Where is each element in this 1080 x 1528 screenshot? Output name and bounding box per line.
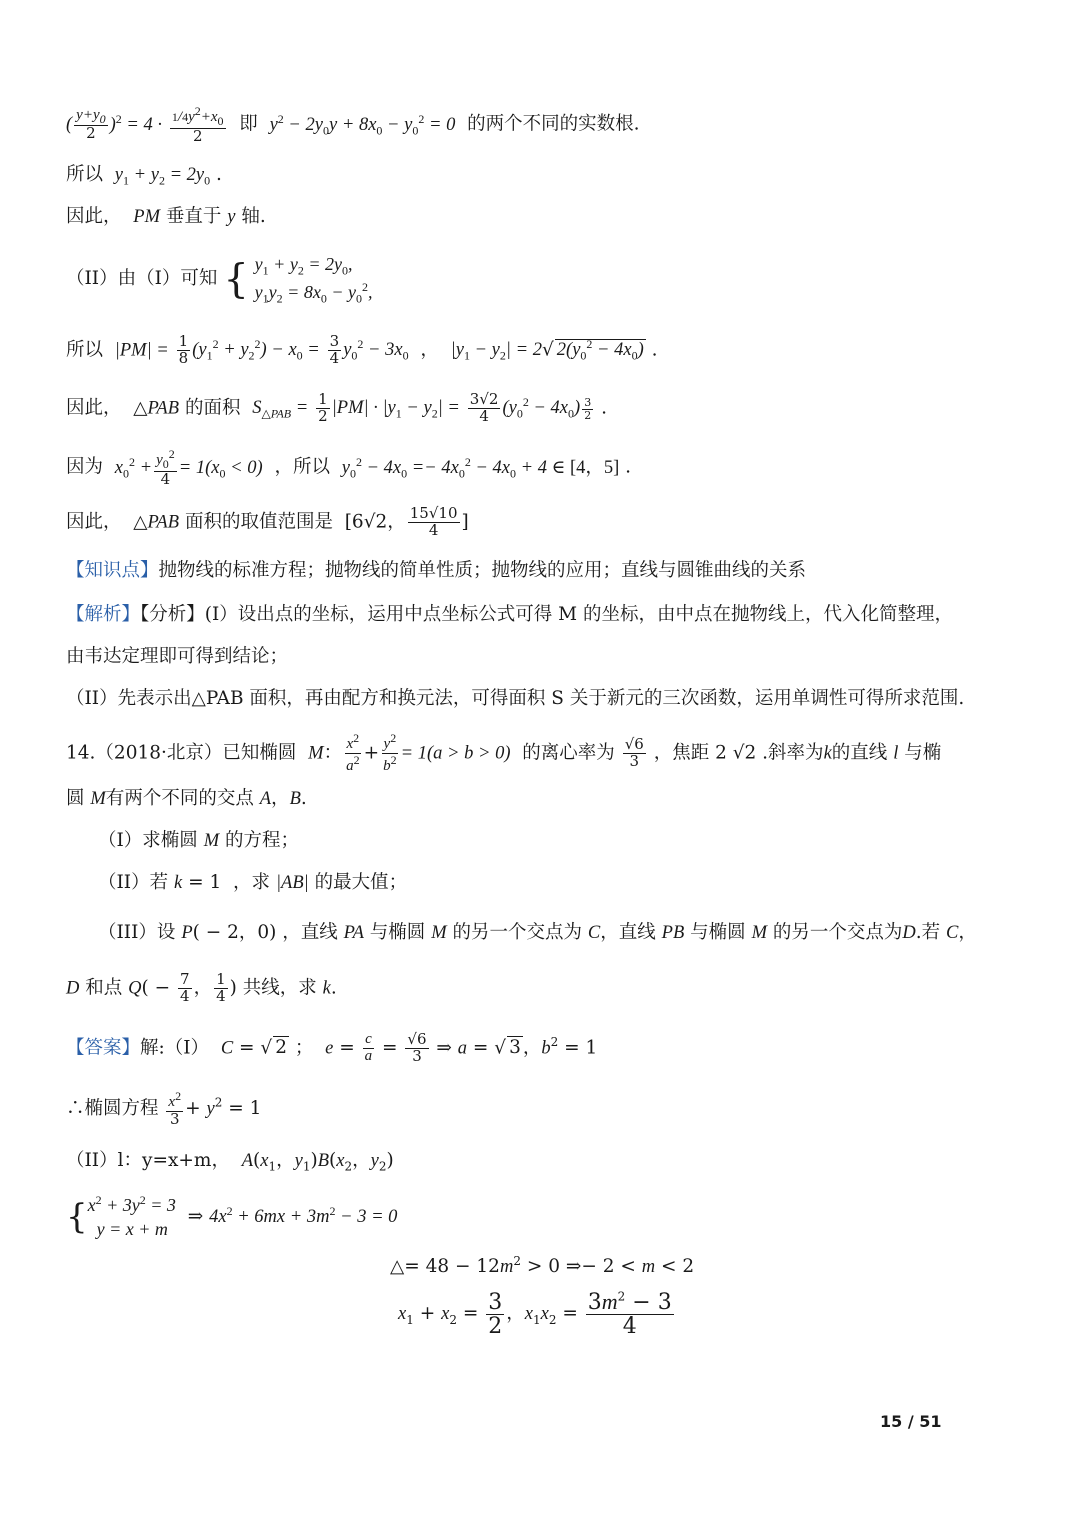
text: 14.（2018·北京）已知椭圆 bbox=[66, 742, 297, 764]
text: （II）先表示出△PAB 面积，再由配方和换元法，可得面积 S 关于新元的三次函数，运用单调性可得所求范围. bbox=[66, 688, 965, 709]
fraction: $\frac{y+y_0}{2}$ bbox=[76, 106, 106, 143]
text-line: 因此， △PAB 面积的取值范围是 [6√2， $\frac{15√10}{4}$ ] bbox=[66, 504, 469, 539]
text: 与椭圆 bbox=[369, 922, 426, 943]
text: 由韦达定理即可得到结论； bbox=[66, 646, 289, 667]
analysis-tag: 【解析】 bbox=[66, 604, 141, 625]
knowledge-point-tag: 【知识点】 bbox=[66, 560, 159, 581]
text: 的最大值； bbox=[314, 872, 408, 893]
text-line: ∴椭圆方程 $\frac{x^2}{3}$ + $y^2 = 1$ bbox=[66, 1089, 262, 1128]
text: .若 bbox=[915, 922, 941, 943]
text: （II）l：y=x+m， bbox=[66, 1150, 230, 1171]
text-line: （III）设 P( − 2，0) ，直线 PA 与椭圆 M 的另一个交点为 C，直线 PB 与椭圆 M 的另一个交点为D.若 C， bbox=[98, 922, 977, 943]
text: 轴. bbox=[241, 206, 266, 227]
text: 的面积 bbox=[184, 397, 241, 419]
text: ，直线 bbox=[282, 922, 338, 943]
question-line: 14.（2018·北京）已知椭圆 M： $\frac{x^2}{a^2}$ + $\frac{y^2}{b^2}$ = 1(a > b > 0) 的离心率为 $\frac{√6}{3}$ ，焦距 2 √2 .斜率为k的直线 l 与椭 bbox=[66, 731, 942, 774]
discriminant-line: △= $48 - 12m^2 > 0$ ⇒− 2 < m < 2 bbox=[390, 1254, 695, 1278]
text-line: 圆 M有两个不同的交点 A，B. bbox=[66, 788, 307, 809]
analysis-line bbox=[66, 604, 953, 626]
text-line: （II）l：y=x+m， $A(x_1$，$y_1)B(x_2$，$y_2$) bbox=[66, 1150, 394, 1174]
text: 与椭 bbox=[904, 742, 942, 764]
text: 解:（I） bbox=[140, 1037, 210, 1059]
text: ∴椭圆方程 bbox=[66, 1097, 159, 1119]
text: （II）若 bbox=[98, 872, 169, 893]
text-line: 因为 $x_0^2$ + $\frac{y_0^2}{4}$ = $1(x_0 < 0)$ ，所以 $y_0^2 - 4x_0 =- 4x_0^2 - 4x_0 + 4$ ∈ [4，5] . bbox=[66, 447, 632, 488]
text-line: ( $\frac{y+y_0}{2}$ )$^2$ = 4 · $\frac{1/4y^2+x_0}{2}$ 即 $y^2 - 2y_0y + 8x_0 - y_0^2 = 0$ 的两个不同的实数根. bbox=[66, 104, 640, 145]
text: ，所以 bbox=[274, 456, 330, 478]
text: ，焦距 2 bbox=[653, 742, 727, 764]
text: 圆 bbox=[66, 788, 85, 809]
text: 因此， bbox=[66, 206, 122, 227]
text: 有两个不同的交点 bbox=[105, 788, 254, 809]
text: 所以 bbox=[66, 164, 104, 185]
text: （I）求椭圆 bbox=[98, 830, 198, 851]
text: 因此， bbox=[66, 511, 122, 533]
text: 和点 bbox=[85, 977, 123, 999]
text: 共线，求 bbox=[242, 977, 317, 999]
text-line bbox=[66, 646, 288, 668]
text: 的方程； bbox=[225, 830, 300, 851]
text-line: 所以 |PM| = $\frac{1}{8}$ $(y_1^2 + y_2^2) - x_0$ = $\frac{3}{4}$ $y_0^2 - 3x_0$ ， $|y_1 - y_2| = 2√$ $2(y_0^2 - 4x_0)$ . bbox=[66, 332, 658, 367]
fraction: $\frac{1/4y^2+x_0}{2}$ bbox=[171, 104, 224, 145]
text: 抛物线的标准方程；抛物线的简单性质；抛物线的应用；直线与圆锥曲线的关系 bbox=[158, 560, 807, 581]
text: 的两个不同的实数根. bbox=[467, 113, 640, 135]
text-line bbox=[66, 688, 964, 710]
text: ，直线 bbox=[600, 922, 656, 943]
text: 垂直于 bbox=[165, 206, 222, 227]
vieta-line: $x_1 + x_2$ = $\frac{3}{2}$ ，$x_1x_2$ = $\frac{3m^2 - 3}{4}$ bbox=[398, 1289, 672, 1340]
text: 的离心率为 bbox=[522, 742, 615, 764]
text-line: { $x^2 + 3y^2 = 3$ y = x + m ⇒ $4x^2 + 6mx + 3m^2 - 3 = 0$ bbox=[66, 1193, 398, 1240]
text: 面积的取值范围是 bbox=[184, 511, 333, 533]
text: 所以 bbox=[66, 339, 104, 361]
text-line: D 和点 Q( − $\frac{7}{4}$ ， $\frac{1}{4}$ ) 共线，求 k. bbox=[66, 970, 337, 1005]
text-line: （II）若 k = 1 ，求 |AB| 的最大值； bbox=[98, 872, 408, 893]
text: 的另一个交点为 bbox=[772, 922, 903, 943]
text: 的直线 bbox=[831, 742, 888, 764]
text: （III）设 bbox=[98, 922, 176, 943]
answer-tag: 【答案】 bbox=[66, 1037, 141, 1059]
text-line: （II）由（I）可知 { $y_1 + y_2 = 2y_0$, $y_1y_2 = 8x_0 - y_0^2$, bbox=[66, 254, 373, 306]
text: ，求 bbox=[233, 872, 271, 893]
text-line: 因此， PM 垂直于 y 轴. bbox=[66, 206, 266, 227]
text: 与椭圆 bbox=[690, 922, 746, 943]
text-line: 所以 $y_1 + y_2 = 2y_0$ . bbox=[66, 164, 222, 188]
text: 因为 bbox=[66, 456, 104, 478]
text: 【分析】(I）设出点的坐标，运用中点坐标公式可得 M 的坐标，由中点在抛物线上，代入化简整理， bbox=[140, 604, 953, 625]
text: 的另一个交点为 bbox=[452, 922, 583, 943]
text: （II）由（I）可知 bbox=[66, 268, 218, 290]
knowledge-point-line bbox=[66, 560, 806, 582]
page-number: 15 / 51 bbox=[880, 1412, 942, 1431]
answer-line: 【答案】解:（I） C = √ 2 ； e = $\frac{c}{a}$ = $\frac{√6}{3}$ ⇒ a = √ 3 ，$b^2 = 1$ bbox=[66, 1030, 598, 1065]
text: 因此， bbox=[66, 397, 122, 419]
text: 即 bbox=[239, 113, 258, 135]
text-line: 因此， △PAB 的面积 $S_{\triangle PAB}$ = $\frac{1}{2}$ $|PM| \cdot |y_1 - y_2|$ = $\frac{3√2}{4}$ $(y_0^2 - 4x_0)$ $\frac{3}{2}$ . bbox=[66, 390, 607, 425]
text: .斜率为 bbox=[762, 742, 824, 764]
text-line: （I）求椭圆 M 的方程； bbox=[98, 830, 300, 851]
equation-system: $y_1 + y_2 = 2y_0$, $y_1y_2 = 8x_0 - y_0^2$, bbox=[254, 254, 373, 306]
